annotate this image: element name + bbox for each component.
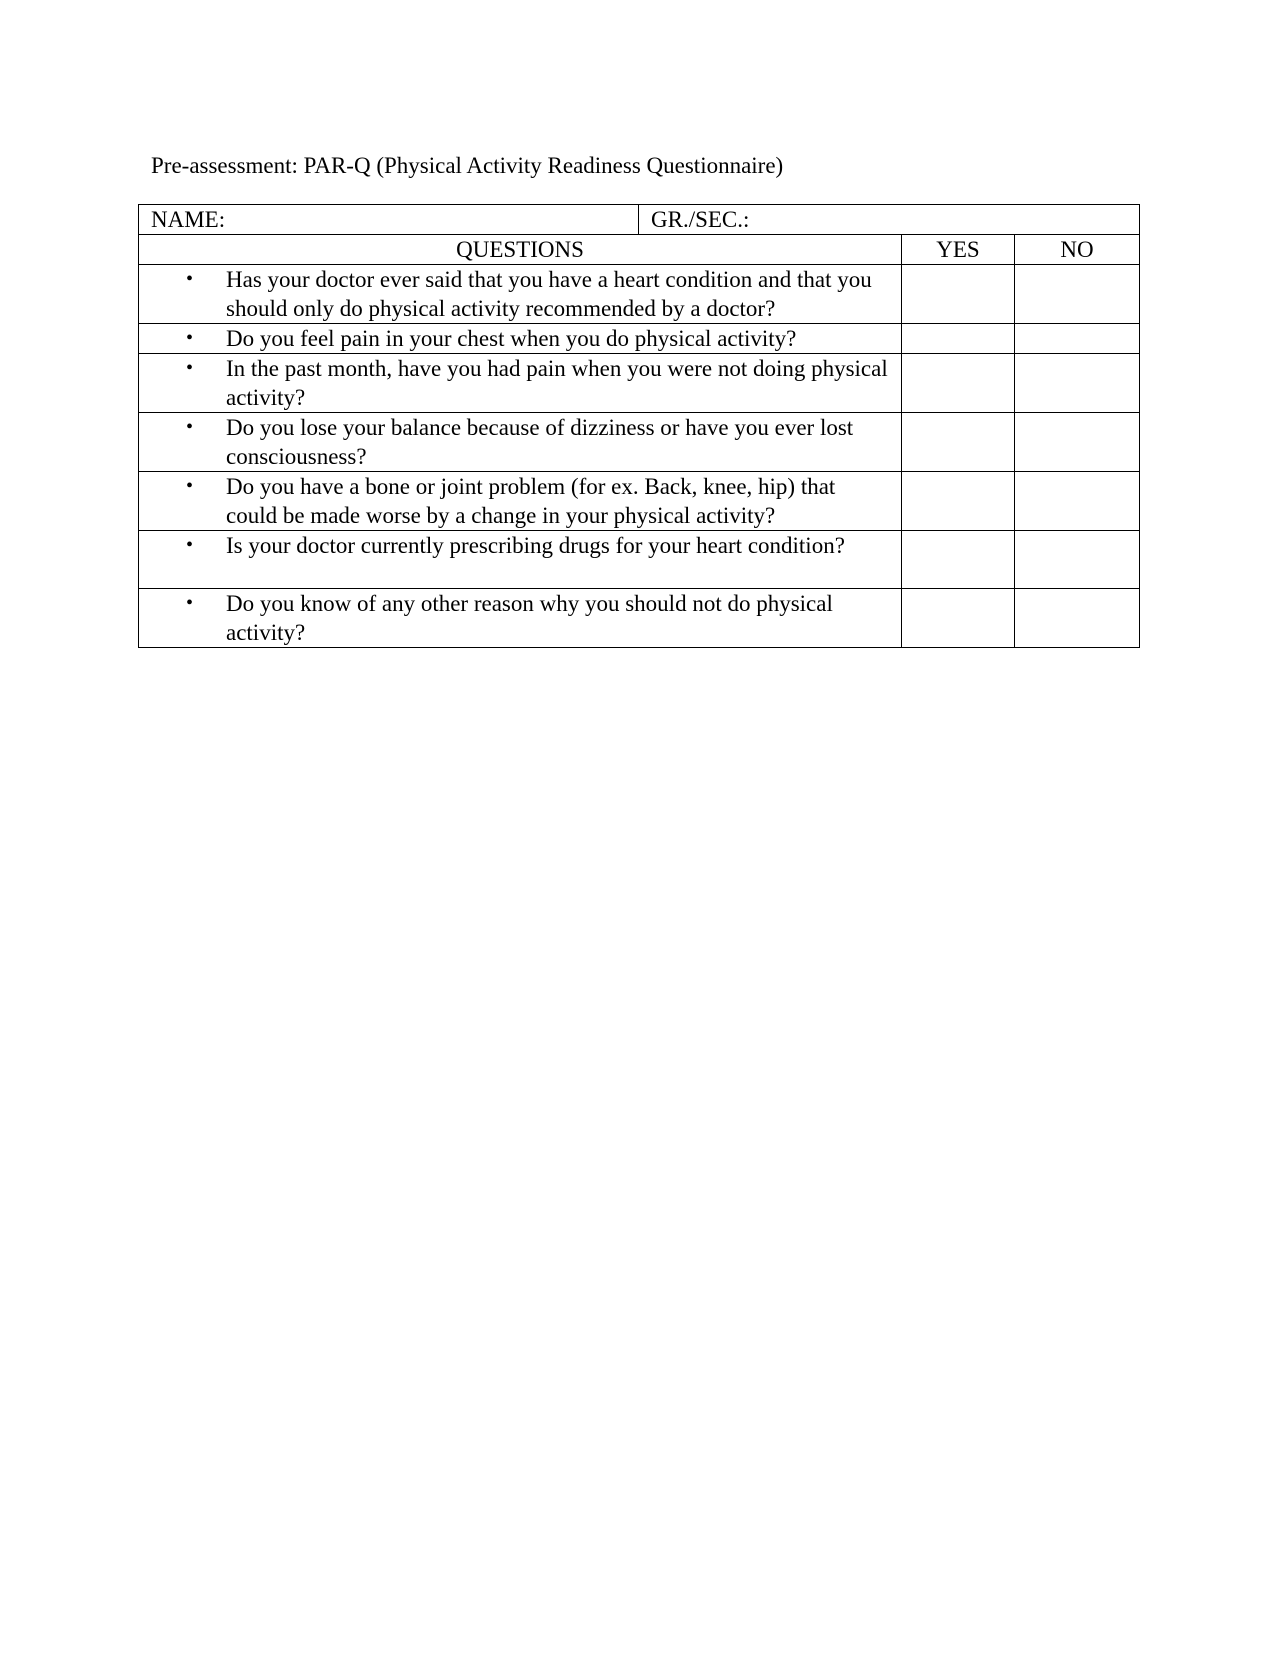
bullet-icon: • <box>186 534 194 556</box>
question-text: Has your doctor ever said that you have a heart condition and that you should only do physical activity recommended by a doctor? <box>226 267 872 321</box>
question-row <box>139 354 1140 413</box>
bullet-icon: • <box>186 357 194 379</box>
yes-answer-cell[interactable] <box>902 413 1015 472</box>
question-text: In the past month, have you had pain when you were not doing physical activity? <box>226 356 888 410</box>
yes-answer-cell[interactable] <box>902 531 1015 589</box>
yes-answer-cell[interactable] <box>902 472 1015 531</box>
question-text: Do you feel pain in your chest when you do physical activity? <box>226 326 797 351</box>
yes-answer-cell[interactable] <box>902 354 1015 413</box>
question-cell <box>139 589 902 648</box>
question-row <box>139 531 1140 589</box>
question-text: Do you know of any other reason why you should not do physical activity? <box>226 591 833 645</box>
question-text: Is your doctor currently prescribing drugs for your heart condition? <box>226 533 845 558</box>
grade-section-field[interactable]: GR./SEC.: <box>639 205 1140 235</box>
yes-answer-cell[interactable] <box>902 265 1015 324</box>
question-row <box>139 413 1140 472</box>
no-answer-cell[interactable] <box>1015 413 1140 472</box>
question-row <box>139 324 1140 354</box>
question-row <box>139 265 1140 324</box>
bullet-icon: • <box>186 327 194 349</box>
question-cell <box>139 472 902 531</box>
no-answer-cell[interactable] <box>1015 589 1140 648</box>
no-answer-cell[interactable] <box>1015 472 1140 531</box>
no-answer-cell[interactable] <box>1015 324 1140 354</box>
question-row <box>139 589 1140 648</box>
question-cell <box>139 324 902 354</box>
name-field[interactable]: NAME: <box>139 205 639 235</box>
table-header-row <box>139 235 1140 265</box>
yes-answer-cell[interactable] <box>902 324 1015 354</box>
yes-header: YES <box>902 235 1015 265</box>
page-title: Pre-assessment: PAR-Q (Physical Activity Readiness Questionnaire) <box>151 153 784 178</box>
question-cell <box>139 265 902 324</box>
bullet-icon: • <box>186 416 194 438</box>
bullet-icon: • <box>186 475 194 497</box>
question-text: Do you have a bone or joint problem (for ex. Back, knee, hip) that could be made worse by a change in your physical activity? <box>226 474 836 528</box>
no-answer-cell[interactable] <box>1015 354 1140 413</box>
question-cell <box>139 354 902 413</box>
yes-answer-cell[interactable] <box>902 589 1015 648</box>
question-cell <box>139 531 902 589</box>
no-header: NO <box>1015 235 1140 265</box>
par-q-form-table <box>138 204 1140 648</box>
no-answer-cell[interactable] <box>1015 265 1140 324</box>
student-info-row <box>139 205 1140 235</box>
questions-header: QUESTIONS <box>139 235 902 265</box>
no-answer-cell[interactable] <box>1015 531 1140 589</box>
bullet-icon: • <box>186 268 194 290</box>
question-cell <box>139 413 902 472</box>
bullet-icon: • <box>186 592 194 614</box>
question-row <box>139 472 1140 531</box>
question-text: Do you lose your balance because of dizziness or have you ever lost consciousness? <box>226 415 854 469</box>
